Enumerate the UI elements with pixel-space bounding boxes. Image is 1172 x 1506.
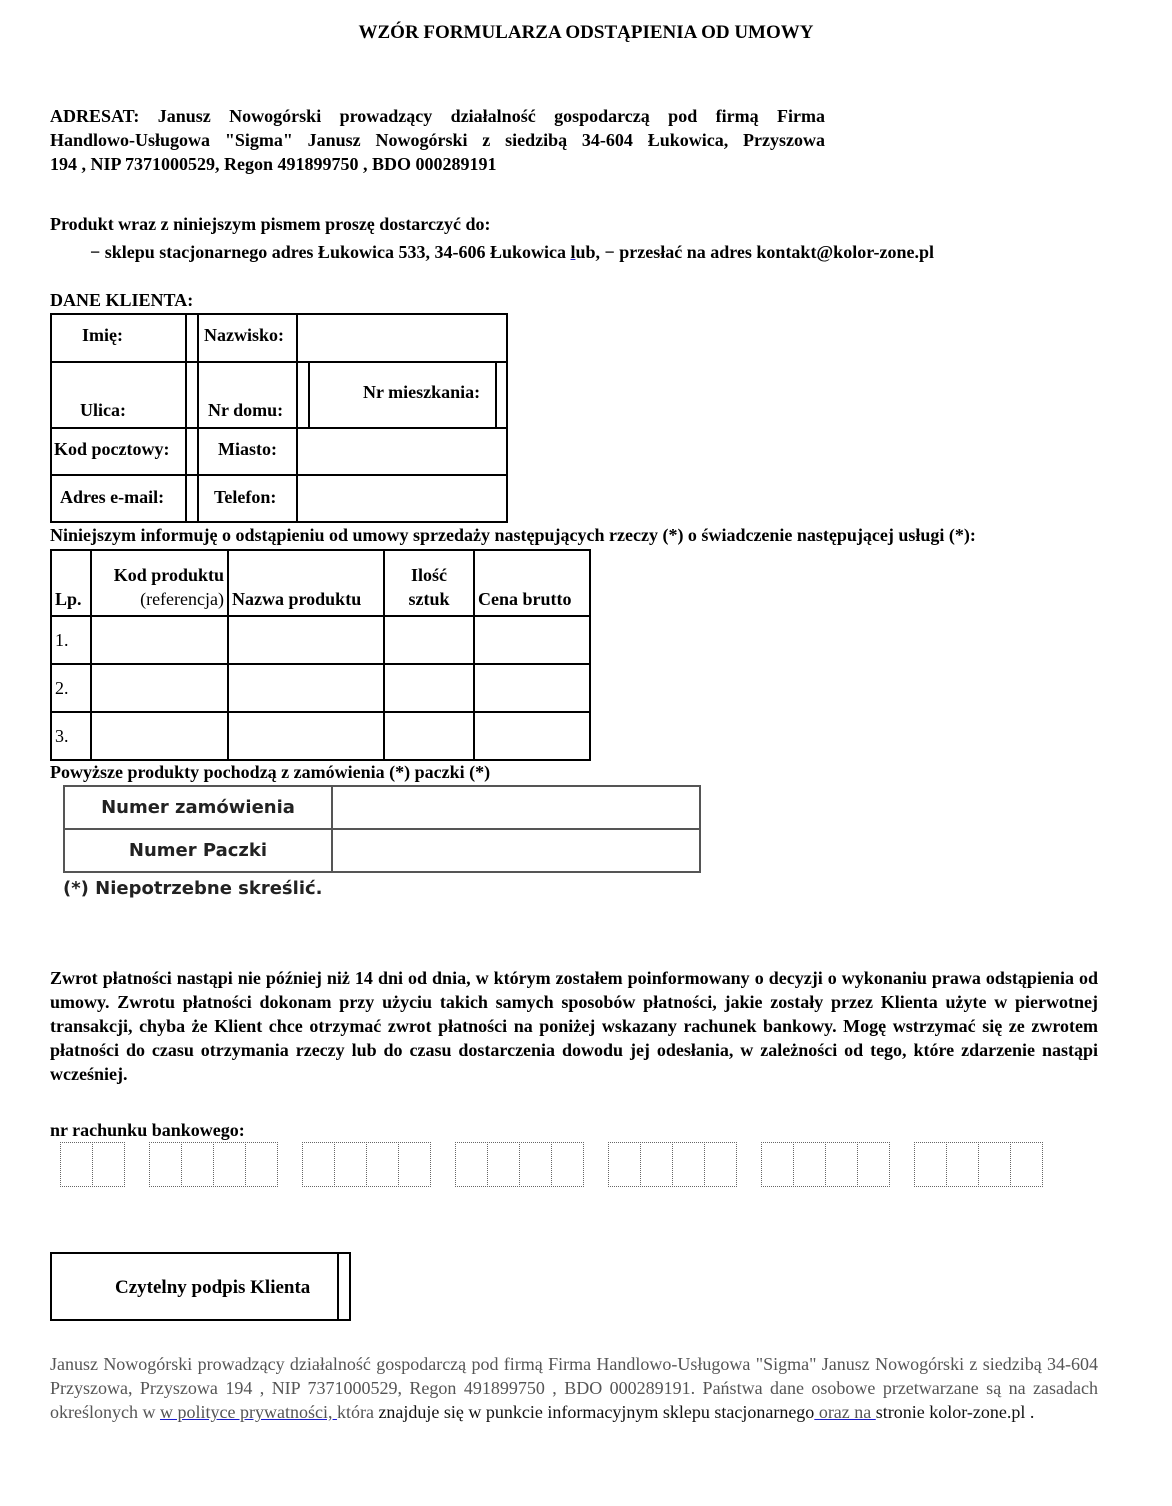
footer-privacy-note bbox=[50, 1352, 1098, 1424]
bank-digit-box[interactable] bbox=[825, 1142, 858, 1187]
bank-digit-box[interactable] bbox=[149, 1142, 182, 1187]
signature-box[interactable] bbox=[50, 1252, 351, 1321]
city-field[interactable] bbox=[296, 427, 508, 476]
bank-digit-box[interactable] bbox=[334, 1142, 367, 1187]
bank-group-1 bbox=[60, 1142, 124, 1187]
bank-group-6 bbox=[761, 1142, 889, 1187]
footer-text-1: Janusz Nowogórski prowadzący działalność gospodarczą pod firmą Firma Handlowo-Usługowa "Sigma" Janusz Nowogórski z siedzibą 34-604 Przyszowa, Przyszowa 194 , NIP 7371000529, Regon 491899750 , BDO 000289191. Państwa dane osobowe przetwarzane są na zasadach określonych w bbox=[50, 1354, 1098, 1422]
products-table bbox=[50, 549, 591, 761]
product-name-input[interactable] bbox=[228, 616, 384, 664]
withdrawal-statement: Niniejszym informuję o odstąpieniu od umowy sprzedaży następujących rzeczy (*) o świadczenie następującej usługi (*): bbox=[50, 525, 976, 545]
product-code-input[interactable] bbox=[91, 616, 228, 664]
order-number-label: Numer zamówienia bbox=[64, 786, 332, 829]
delivery-address-part1: − sklepu stacjonarnego adres Łukowica 533, 34-606 Łukowica bbox=[90, 242, 571, 262]
order-number-input[interactable] bbox=[332, 786, 700, 829]
header-product-name: Nazwa produktu bbox=[228, 550, 384, 616]
order-table bbox=[63, 785, 701, 873]
footer-link-oraz-na[interactable]: oraz na bbox=[814, 1402, 876, 1422]
first-name-label: Imię: bbox=[82, 325, 123, 345]
footer-text-3: znajduje się w punkcie informacyjnym sklepu stacjonarnego bbox=[378, 1402, 815, 1422]
bank-digit-box[interactable] bbox=[793, 1142, 826, 1187]
header-gross-price: Cena brutto bbox=[474, 550, 590, 616]
last-name-label: Nazwisko: bbox=[204, 325, 284, 345]
addressee-line-1: ADRESAT: Janusz Nowogórski prowadzący działalność gospodarczą pod firmą Firma bbox=[50, 106, 825, 126]
street-label: Ulica: bbox=[80, 400, 126, 420]
refund-paragraph: Zwrot płatności nastąpi nie później niż 14 dni od dnia, w którym zostałem poinformowany o decyzji o wykonaniu prawa odstąpienia od umowy. Zwrotu płatności dokonam przy użyciu takich samych sposobów płatności, jakie zostały przez Klienta użyte w pierwotnej transakcji, chyba że Klient chce otrzymać zwrot płatności na poniżej wskazany rachunek bankowy. Mogę wstrzymać się ze zwrotem płatności do czasu otrzymania rzeczy lub do czasu dostarczenia dowodu jej odesłania, w zależności od tego, które zdarzenie nastąpi wcześniej. bbox=[50, 968, 1098, 1084]
bank-digit-box[interactable] bbox=[60, 1142, 93, 1187]
city-label: Miasto: bbox=[218, 439, 277, 459]
quantity-input[interactable] bbox=[384, 664, 474, 712]
bank-digit-box[interactable] bbox=[640, 1142, 673, 1187]
product-code-input[interactable] bbox=[91, 664, 228, 712]
bank-group-3 bbox=[302, 1142, 430, 1187]
apartment-number-label: Nr mieszkania: bbox=[363, 382, 481, 402]
addressee-block bbox=[50, 104, 825, 176]
delivery-address-part2: ub, − przesłać na adres kontakt@kolor-zone.pl bbox=[575, 242, 935, 262]
bank-digit-box[interactable] bbox=[455, 1142, 488, 1187]
email-label: Adres e-mail: bbox=[60, 487, 165, 507]
header-lp: Lp. bbox=[51, 550, 91, 616]
delivery-heading: Produkt wraz z niniejszym pismem proszę dostarczyć do: bbox=[50, 214, 491, 234]
product-name-input[interactable] bbox=[228, 712, 384, 760]
delivery-address-line bbox=[90, 240, 934, 264]
signature-label: Czytelny podpis Klienta bbox=[115, 1277, 311, 1298]
signature-box-divider bbox=[337, 1254, 339, 1319]
bank-digit-box[interactable] bbox=[946, 1142, 979, 1187]
strike-note: (*) Niepotrzebne skreślić. bbox=[63, 878, 323, 899]
package-number-row bbox=[64, 829, 700, 872]
footer-text-2: która bbox=[336, 1402, 379, 1422]
bank-digit-box[interactable] bbox=[914, 1142, 947, 1187]
phone-field[interactable] bbox=[296, 474, 508, 523]
order-number-row bbox=[64, 786, 700, 829]
quantity-input[interactable] bbox=[384, 616, 474, 664]
addressee-line-2: Handlowo-Usługowa "Sigma" Janusz Nowogórski z siedzibą 34-604 Łukowica, Przyszowa bbox=[50, 130, 825, 150]
header-product-code-line1: Kod produktu bbox=[113, 565, 224, 585]
table-row bbox=[51, 616, 590, 664]
quantity-input[interactable] bbox=[384, 712, 474, 760]
product-code-input[interactable] bbox=[91, 712, 228, 760]
bank-digit-box[interactable] bbox=[704, 1142, 737, 1187]
bank-digit-box[interactable] bbox=[398, 1142, 431, 1187]
page-title: WZÓR FORMULARZA ODSTĄPIENIA OD UMOWY bbox=[358, 22, 814, 43]
row-lp: 1. bbox=[51, 616, 91, 664]
header-quantity-line2: sztuk bbox=[408, 589, 450, 609]
delivery-address-link[interactable]: l bbox=[570, 242, 576, 262]
postal-code-label: Kod pocztowy: bbox=[54, 439, 170, 459]
bank-digit-box[interactable] bbox=[181, 1142, 214, 1187]
gross-price-input[interactable] bbox=[474, 712, 590, 760]
bank-digit-box[interactable] bbox=[519, 1142, 552, 1187]
gross-price-input[interactable] bbox=[474, 664, 590, 712]
package-number-label: Numer Paczki bbox=[64, 829, 332, 872]
addressee-line-3: 194 , NIP 7371000529, Regon 491899750 , BDO 000289191 bbox=[50, 154, 497, 174]
product-name-input[interactable] bbox=[228, 664, 384, 712]
header-product-code bbox=[91, 550, 228, 616]
bank-account-label: nr rachunku bankowego: bbox=[50, 1120, 245, 1140]
header-product-code-line2: (referencja) bbox=[140, 589, 224, 609]
bank-digit-box[interactable] bbox=[672, 1142, 705, 1187]
table-row bbox=[51, 664, 590, 712]
privacy-policy-link[interactable]: w polityce prywatności, bbox=[159, 1402, 337, 1422]
bank-digit-box[interactable] bbox=[1010, 1142, 1043, 1187]
order-table-wrapper bbox=[63, 785, 701, 873]
footer-text-4: stronie kolor-zone.pl . bbox=[875, 1402, 1035, 1422]
bank-digit-box[interactable] bbox=[92, 1142, 125, 1187]
bank-group-4 bbox=[455, 1142, 583, 1187]
products-table-header bbox=[51, 550, 590, 616]
bank-group-7 bbox=[914, 1142, 1042, 1187]
client-data-heading: DANE KLIENTA: bbox=[50, 290, 194, 310]
bank-digit-box[interactable] bbox=[213, 1142, 246, 1187]
bank-digit-box[interactable] bbox=[245, 1142, 278, 1187]
bank-digit-box[interactable] bbox=[302, 1142, 335, 1187]
house-number-label: Nr domu: bbox=[208, 400, 284, 420]
origin-statement: Powyższe produkty pochodzą z zamówienia (*) paczki (*) bbox=[50, 762, 491, 782]
package-number-input[interactable] bbox=[332, 829, 700, 872]
bank-group-2 bbox=[149, 1142, 277, 1187]
table-row bbox=[51, 712, 590, 760]
row-lp: 2. bbox=[51, 664, 91, 712]
bank-digit-box[interactable] bbox=[761, 1142, 794, 1187]
last-name-field[interactable] bbox=[296, 313, 508, 363]
header-quantity bbox=[384, 550, 474, 616]
bank-digit-box[interactable] bbox=[857, 1142, 890, 1187]
bank-digit-box[interactable] bbox=[608, 1142, 641, 1187]
bank-digit-box[interactable] bbox=[366, 1142, 399, 1187]
phone-label: Telefon: bbox=[214, 487, 277, 507]
bank-digit-box[interactable] bbox=[551, 1142, 584, 1187]
apartment-number-field[interactable] bbox=[495, 361, 508, 429]
bank-digit-box[interactable] bbox=[487, 1142, 520, 1187]
gross-price-input[interactable] bbox=[474, 616, 590, 664]
bank-digit-box[interactable] bbox=[978, 1142, 1011, 1187]
bank-group-5 bbox=[608, 1142, 736, 1187]
row-lp: 3. bbox=[51, 712, 91, 760]
header-quantity-line1: Ilość bbox=[411, 565, 447, 585]
